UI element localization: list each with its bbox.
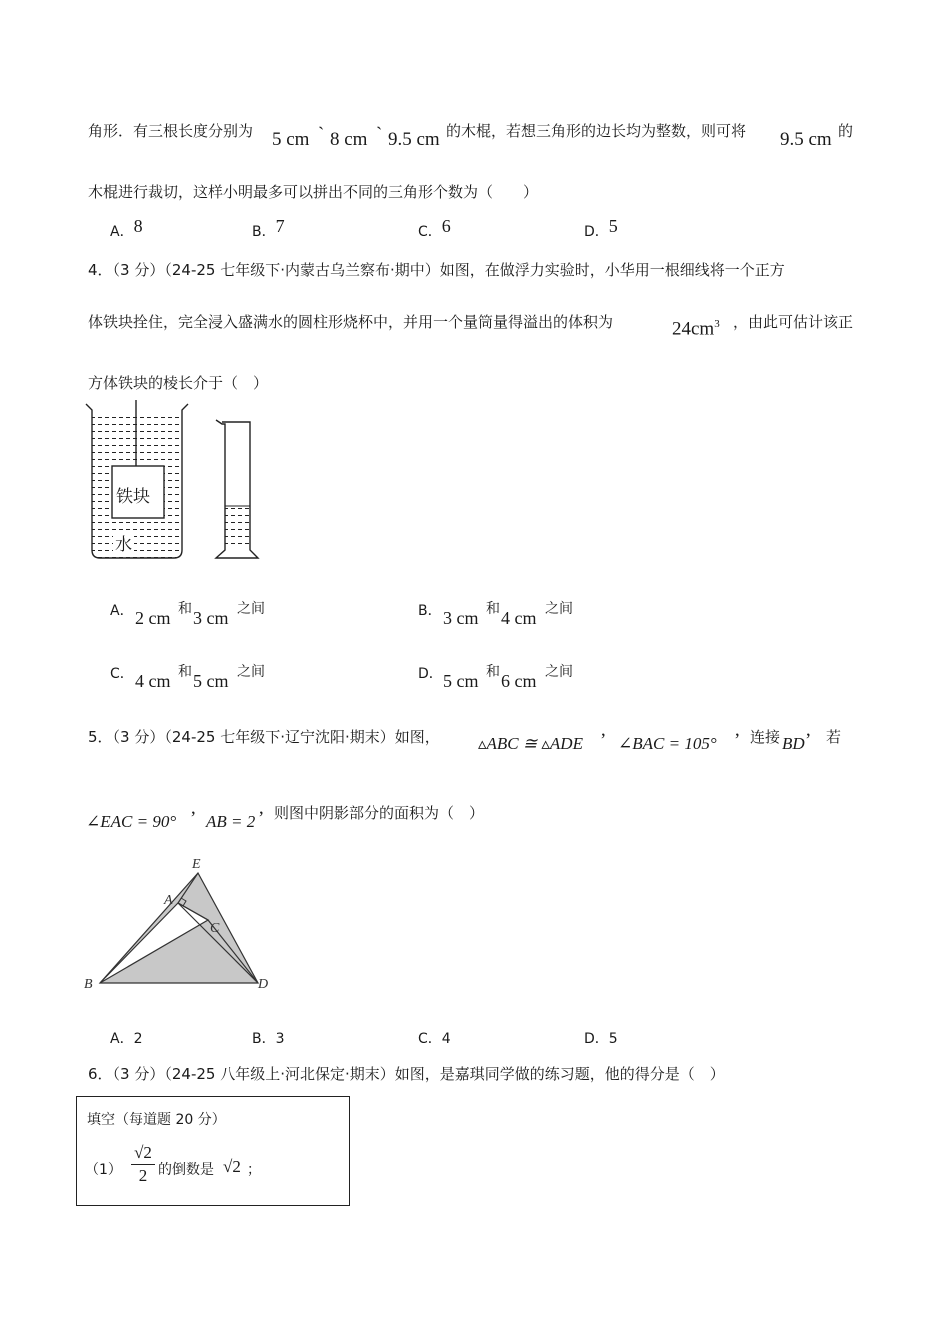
q5-comma-3: ’ [805,730,812,751]
q4-volume [672,318,720,340]
q4-option-c-between: 之间 [237,664,265,680]
option-value: 5 [608,216,618,236]
option-value: 6 [441,216,451,236]
q3-line1-text-b: 的木棍，若想三角形的边长均为整数，则可将 [446,122,747,140]
q3-option-c[interactable] [418,216,451,241]
q5-ab-length: AB = 2 [206,812,256,831]
q4-line1: 4．（3 分）（24-25 七年级下·内蒙古乌兰察布·期中）如图，在做浮力实验时，小华用一根细线将一个正方 [88,261,785,279]
measuring-cylinder [216,420,258,558]
label-b: B [84,977,93,992]
q3-option-d[interactable] [584,216,618,241]
exercise-box-title: 填空（每道题 20 分） [87,1112,226,1128]
q4-option-d[interactable] [418,663,443,683]
q5-link-text: 连接 [750,728,781,746]
q4-line2-b: ，由此可估计该正 [733,313,854,331]
q5-congruence: ▵ABC ≅ ▵ADE [478,734,583,753]
label-c: C [210,921,220,936]
q3-line2: 木棍进行裁切，这样小明最多可以拼出不同的三角形个数为（ ） [88,183,539,201]
q5-angle-eac: ∠EAC = 90° [86,812,177,831]
option-value: 8 [133,216,143,236]
fraction-denominator: 2 [138,1166,148,1185]
q3-length-4: 9.5 cm [780,129,832,150]
exercise-answer: √2 [223,1157,241,1176]
q5-option-a[interactable] [110,1028,143,1048]
iron-block-text: 铁块 [116,487,150,507]
option-label: C． [418,224,442,240]
option-label: A． [110,603,134,619]
q5-angle-bac: ∠BAC = 105° [618,734,717,753]
q5-comma-5: ’ [258,808,265,829]
q4-option-c-value2: 5 cm [193,671,229,691]
q5-option-d[interactable] [584,1028,618,1048]
option-value: 2 [133,1031,143,1047]
q4-option-c-and: 和 [178,664,192,680]
fraction [129,1143,157,1186]
buoyancy-experiment-figure [84,400,264,566]
q4-option-a[interactable] [110,600,134,620]
option-label: D． [584,1031,609,1047]
q3-option-b[interactable] [252,216,285,241]
q4-option-d-value1: 5 cm [443,671,479,691]
q3-separator-2: ` [376,124,383,145]
fraction-numerator: √2 [134,1143,152,1162]
q4-option-c[interactable] [110,663,134,683]
option-label: D． [584,224,609,240]
q4-option-a-value2: 3 cm [193,608,229,628]
q4-line2-a: 体铁块拴住，完全浸入盛满水的圆柱形烧杯中，并用一个量筒量得溢出的体积为 [88,313,614,331]
q5-line1: 5．（3 分）（24-25 七年级下·辽宁沈阳·期末）如图， [88,728,440,746]
q5-comma-1: ’ [600,730,607,751]
option-label: B． [252,1031,276,1047]
q3-length-3: 9.5 cm [388,129,440,150]
q5-option-b[interactable] [252,1028,285,1048]
q4-option-d-between: 之间 [545,664,573,680]
q4-option-b-value2: 4 cm [501,608,537,628]
exercise-semicolon: ； [247,1162,261,1178]
option-label: A． [110,224,134,240]
q5-line2: 则图中阴影部分的面积为（ ） [274,804,485,822]
q4-option-a-value1: 2 cm [135,608,171,628]
option-value: 3 [275,1031,285,1047]
exercise-box [76,1096,350,1206]
option-value: 4 [441,1031,451,1047]
q5-option-c[interactable] [418,1028,451,1048]
q5-comma-2: ’ [734,730,741,751]
q5-segment-bd: BD [782,734,805,753]
q4-option-a-and: 和 [178,601,192,617]
q5-comma-4: ’ [190,808,197,829]
water-label: 水 [113,530,134,555]
option-label: C． [110,666,134,682]
triangle-figure [80,850,280,1000]
exercise-item-text: 的倒数是 [158,1162,214,1178]
q4-option-d-and: 和 [486,664,500,680]
option-value: 7 [275,216,285,236]
q4-option-b-between: 之间 [545,601,573,617]
option-value: 5 [608,1031,618,1047]
option-label: B． [418,603,442,619]
q3-line1-text-c: 的 [838,122,854,140]
q4-option-b[interactable] [418,600,442,620]
option-label: D． [418,666,443,682]
label-a: A [164,893,173,908]
volume-value: 24cm [672,318,715,340]
label-d: D [258,977,269,992]
q4-line3: 方体铁块的棱长介于（ ） [88,374,269,392]
q3-length-2: 8 cm [330,129,368,150]
q3-separator-1: ` [318,124,325,145]
q3-line1-text-a: 角形．有三根长度分别为 [88,122,254,140]
q6-line1: 6．（3 分）（24-25 八年级上·河北保定·期末）如图，是嘉琪同学做的练习题，他的得分是（ ） [88,1065,725,1083]
exercise-item-number: （1） [85,1162,122,1178]
q4-option-b-and: 和 [486,601,500,617]
option-label: C． [418,1031,442,1047]
q3-length-1: 5 cm [272,129,310,150]
q3-option-a[interactable] [110,216,143,241]
q4-option-c-value1: 4 cm [135,671,171,691]
q4-option-b-value1: 3 cm [443,608,479,628]
volume-exponent: 3 [714,318,720,330]
option-label: A． [110,1031,134,1047]
option-label: B． [252,224,276,240]
q5-ruo-text: 若 [826,728,842,746]
fraction-bar [131,1164,155,1165]
q4-option-a-between: 之间 [237,601,265,617]
label-e: E [192,857,201,872]
q4-option-d-value2: 6 cm [501,671,537,691]
